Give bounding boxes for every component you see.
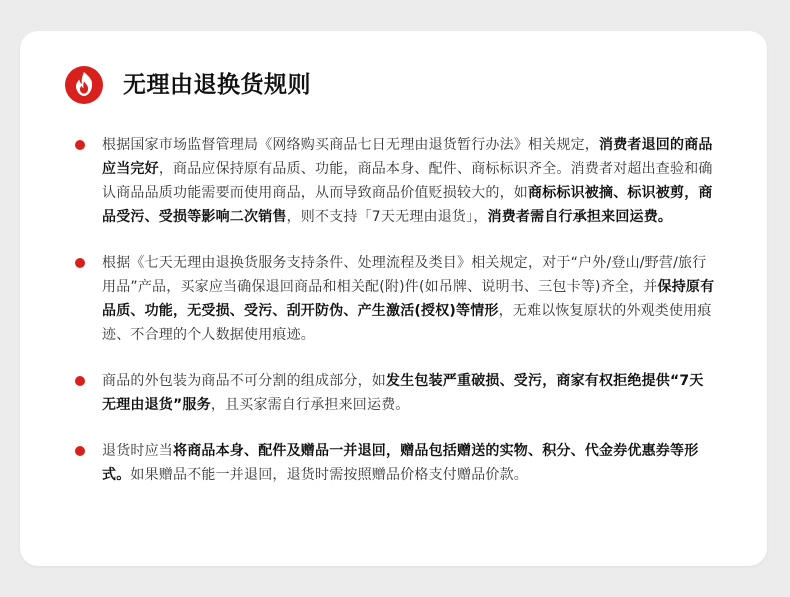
rule-text: ，则不支持「7天无理由退货」， [286, 209, 488, 225]
rule-item [75, 251, 715, 347]
rule-text: ，商品应保持原有品质、功能，商品本身、配件、商标标识齐全。消费者对超出查验和确认商品品质功能需要而使用商品，从而导致商品价值贬损较大的，如 [102, 161, 713, 201]
bullet-dot-icon [75, 140, 85, 150]
rule-item [75, 439, 715, 487]
rule-text: 商品的外包装为商品不可分割的组成部分，如 [102, 373, 386, 389]
rule-text-bold: 消费者退回的商品应当完好 [102, 137, 713, 177]
rule-text: 根据国家市场监督管理局《网络购买商品七日无理由退货暂行办法》相关规定， [102, 137, 599, 153]
page-title: 无理由退换货规则 [123, 72, 311, 98]
rule-text-bold: 消费者需自行承担来回运费。 [487, 209, 673, 225]
rule-text: ，无难以恢复原状的外观类使用痕迹、不合理的个人数据使用痕迹。 [102, 303, 712, 343]
rules-list [75, 133, 715, 487]
bullet-dot-icon [75, 446, 85, 456]
bullet-dot-icon [75, 258, 85, 268]
rule-text-bold: 发生包装严重破损、受污，商家有权拒绝提供“7天无理由退货”服务 [102, 373, 704, 413]
rule-text: 如果赠品不能一并退回，退货时需按照赠品价格支付赠品价款。 [130, 467, 529, 483]
rule-text-bold: 将商品本身、配件及赠品一并退回，赠品包括赠送的实物、积分、代金券优惠券等形式。 [102, 443, 699, 483]
rule-text-bold: 保持原有品质、功能，无受损、受污、刮开防伪、产生激活(授权)等情形 [102, 279, 715, 319]
rule-text: 退货时应当 [102, 443, 173, 459]
rule-item [75, 133, 715, 229]
bullet-dot-icon [75, 376, 85, 386]
rule-text-bold: 商标标识被摘、标识被剪，商品受污、受损等影响二次销售 [102, 185, 713, 225]
flame-shield-icon [65, 66, 103, 104]
rule-item [75, 369, 715, 417]
policy-header [65, 66, 311, 104]
rule-text: ，且买家需自行承担来回运费。 [210, 397, 410, 413]
rule-text: 根据《七天无理由退换货服务支持条件、处理流程及类目》相关规定，对于“户外/登山/野营/旅行用品”产品，买家应当确保退回商品和相关配(附)件(如吊牌、说明书、三包卡等)齐全，并 [102, 255, 707, 295]
policy-card [20, 31, 767, 566]
